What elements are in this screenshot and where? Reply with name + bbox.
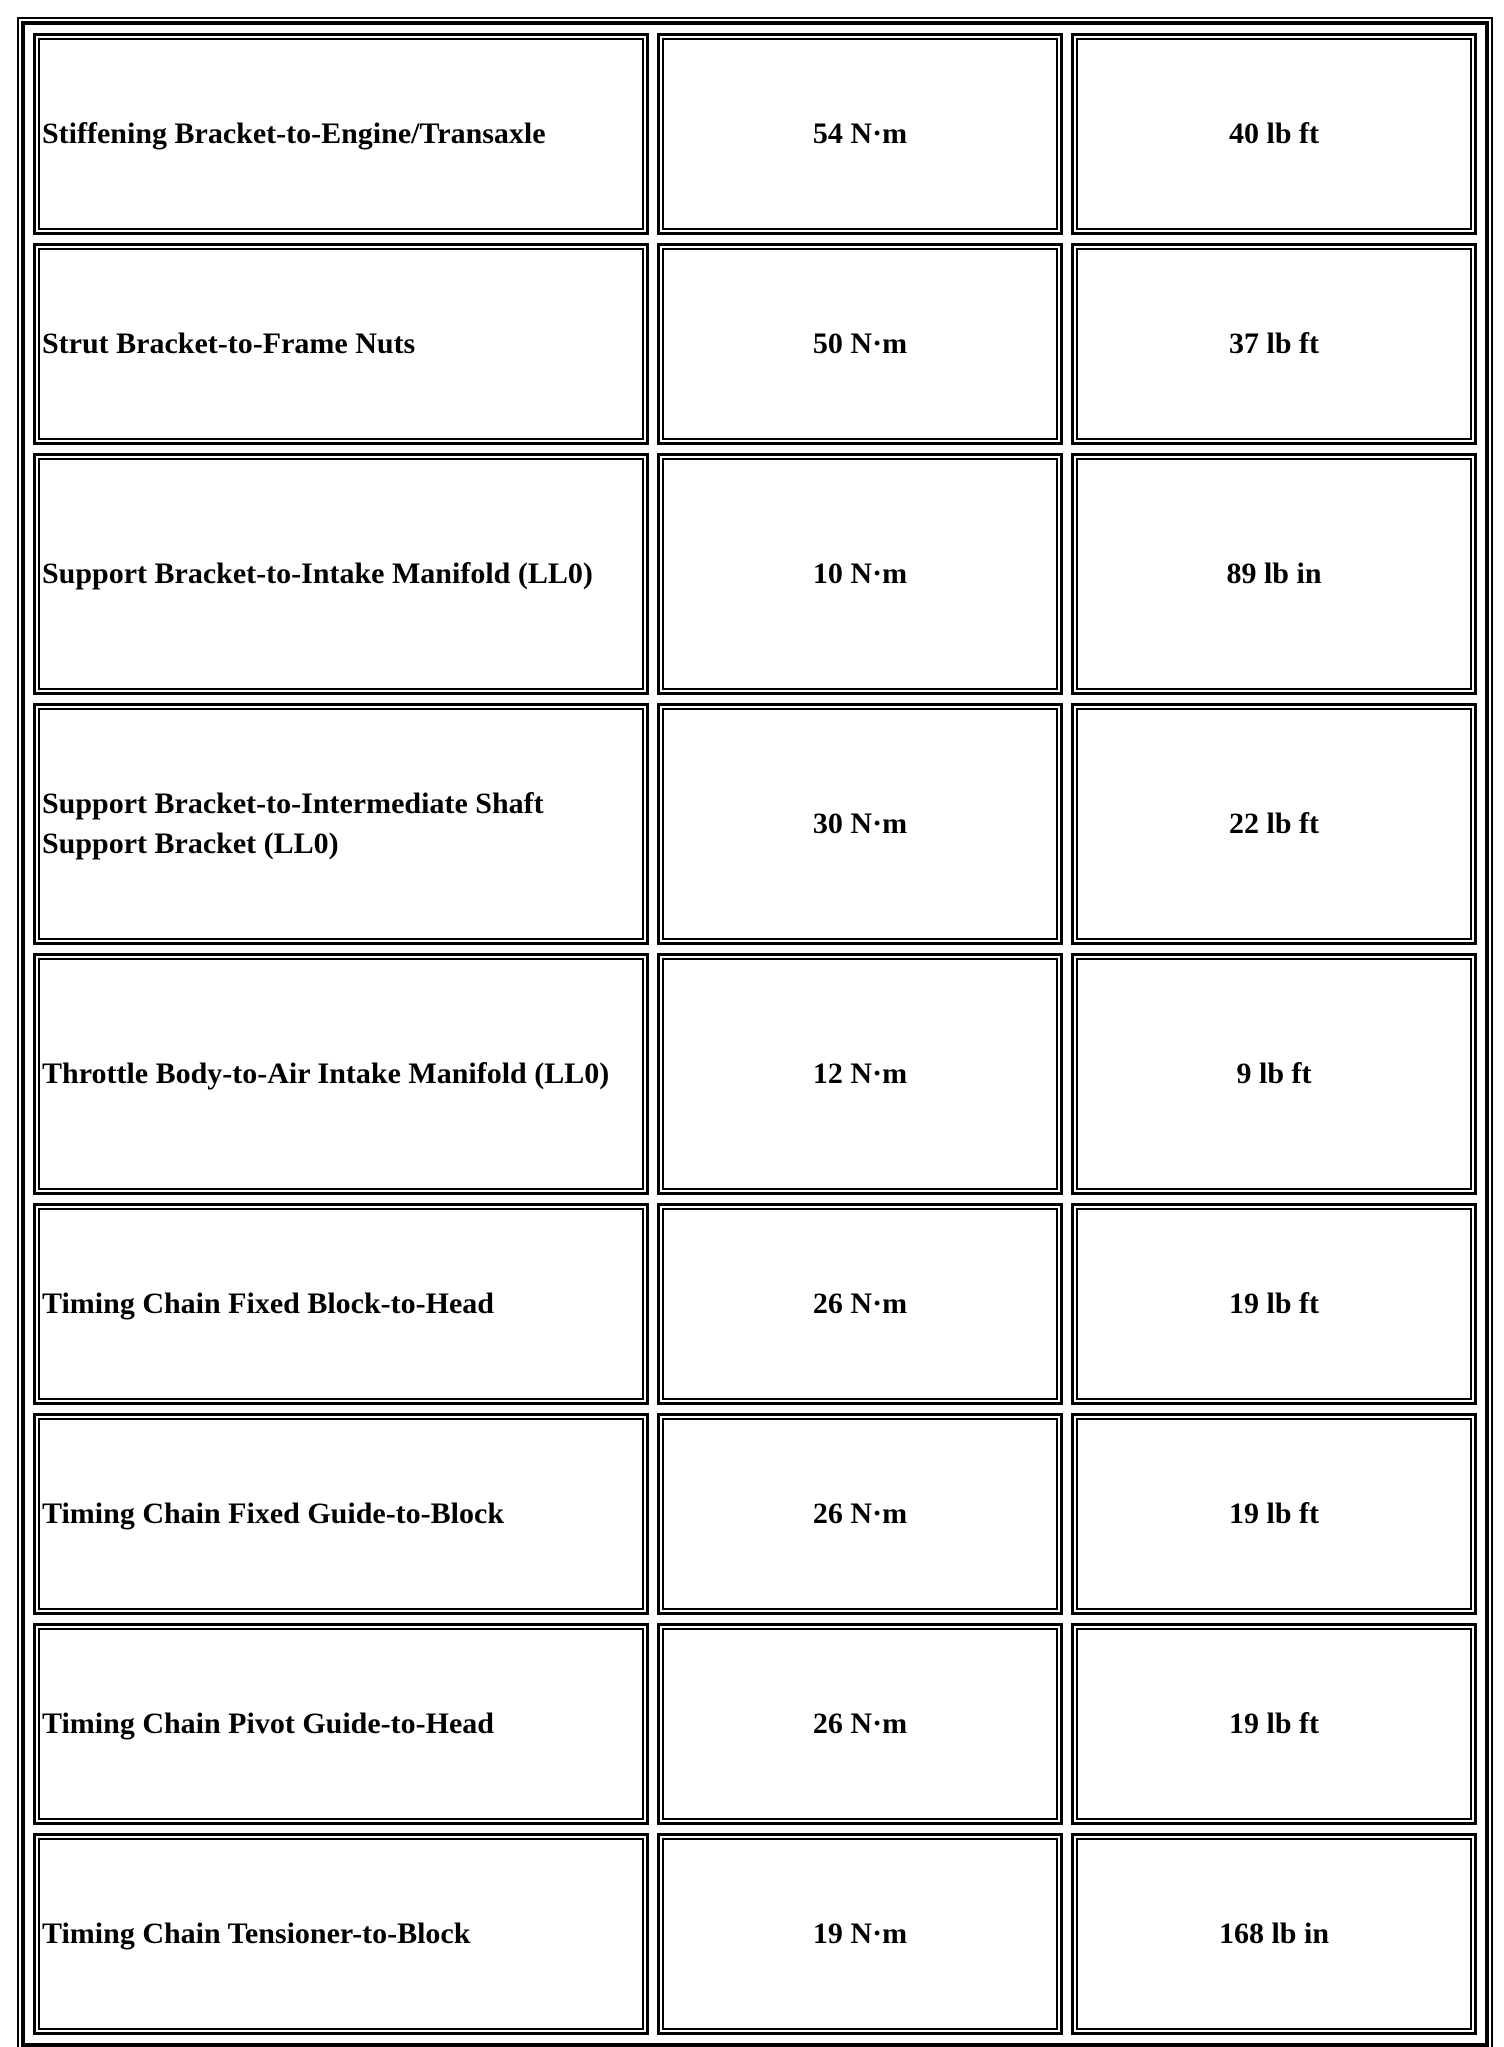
fastener-description: Support Bracket-to-Intake Manifold (LL0) (33, 453, 649, 695)
metric-torque: 26 N·m (657, 1623, 1063, 1825)
metric-torque: 19 N·m (657, 1833, 1063, 2035)
fastener-description: Timing Chain Tensioner-to-Block (33, 1833, 649, 2035)
metric-torque: 26 N·m (657, 1203, 1063, 1405)
english-torque: 19 lb ft (1071, 1413, 1477, 1615)
metric-torque: 10 N·m (657, 453, 1063, 695)
metric-torque: 54 N·m (657, 33, 1063, 235)
table-row (33, 1833, 1477, 2035)
metric-torque: 30 N·m (657, 703, 1063, 945)
fastener-description: Stiffening Bracket-to-Engine/Transaxle (33, 33, 649, 235)
table-row (33, 243, 1477, 445)
english-torque: 40 lb ft (1071, 33, 1477, 235)
table-row (33, 1623, 1477, 1825)
fastener-description: Timing Chain Fixed Guide-to-Block (33, 1413, 649, 1615)
table-row (33, 453, 1477, 695)
metric-torque: 50 N·m (657, 243, 1063, 445)
fastener-description: Timing Chain Fixed Block-to-Head (33, 1203, 649, 1405)
english-torque: 19 lb ft (1071, 1623, 1477, 1825)
table-row (33, 33, 1477, 235)
fastener-description: Support Bracket-to-Intermediate Shaft Support Bracket (LL0) (33, 703, 649, 945)
fastener-description: Throttle Body-to-Air Intake Manifold (LL0) (33, 953, 649, 1195)
english-torque: 19 lb ft (1071, 1203, 1477, 1405)
fastener-description: Strut Bracket-to-Frame Nuts (33, 243, 649, 445)
fastener-description: Timing Chain Pivot Guide-to-Head (33, 1623, 649, 1825)
metric-torque: 26 N·m (657, 1413, 1063, 1615)
table-row (33, 953, 1477, 1195)
torque-spec-table (21, 21, 1489, 2047)
table-row (33, 1203, 1477, 1405)
english-torque: 22 lb ft (1071, 703, 1477, 945)
table-row (33, 703, 1477, 945)
english-torque: 37 lb ft (1071, 243, 1477, 445)
table-row (33, 1413, 1477, 1615)
english-torque: 168 lb in (1071, 1833, 1477, 2035)
english-torque: 89 lb in (1071, 453, 1477, 695)
metric-torque: 12 N·m (657, 953, 1063, 1195)
english-torque: 9 lb ft (1071, 953, 1477, 1195)
